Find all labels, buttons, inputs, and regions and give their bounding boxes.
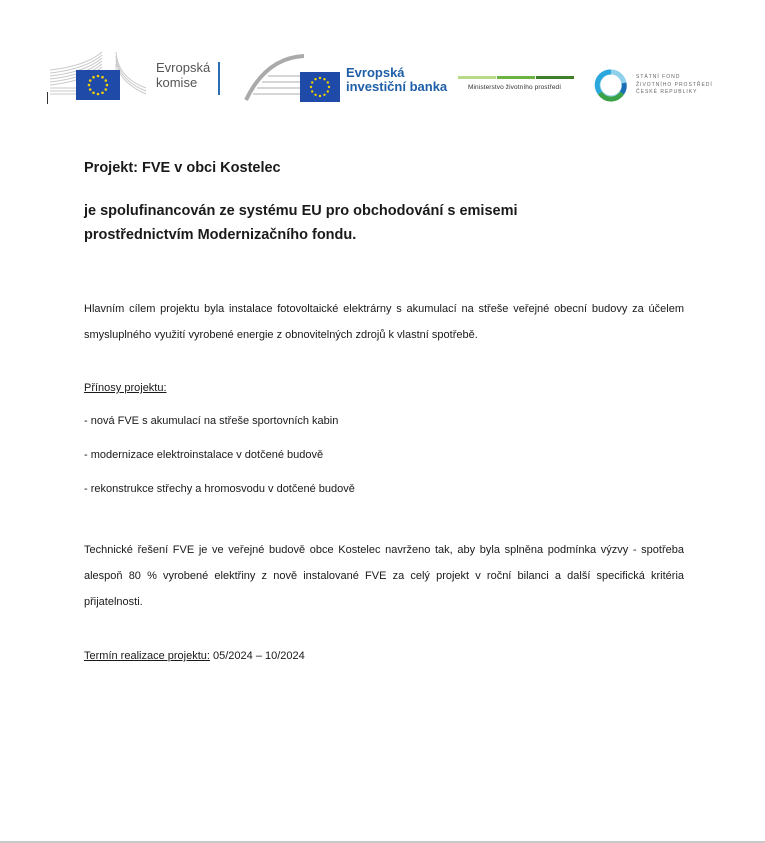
- benefit-item: - rekonstrukce střechy a hromosvodu v dotčené budově: [84, 483, 355, 495]
- eib-line1: Evropská: [346, 65, 405, 80]
- benefit-item: - nová FVE s akumulací na střeše sportovních kabin: [84, 415, 339, 427]
- eib-line2: investiční banka: [346, 79, 448, 94]
- ec-line2: komise: [156, 75, 198, 90]
- eib-arc-icon: [240, 50, 344, 106]
- sfzp-ring-icon: [592, 66, 632, 104]
- benefit-item: - modernizace elektroinstalace v dotčené budově: [84, 449, 324, 461]
- text-cursor: [47, 92, 48, 104]
- european-commission-building-icon: [46, 48, 156, 108]
- mzp-line-light: [458, 76, 496, 79]
- eib-text: [346, 66, 447, 94]
- ec-line1: Evropská: [156, 60, 211, 75]
- sfzp-line2: ŽIVOTNÍHO PROSTŘEDÍ: [636, 81, 713, 88]
- benefits-heading: Přínosy projektu:: [84, 382, 167, 394]
- term-label: Termín realizace projektu:: [84, 650, 210, 662]
- ministry-environment-logo: [458, 72, 578, 96]
- logo-divider: [218, 62, 220, 95]
- sfzp-logo: [592, 66, 732, 104]
- eib-logo: [240, 50, 450, 106]
- mzp-line-dark: [536, 76, 574, 79]
- sfzp-line3: ČESKÉ REPUBLIKY: [636, 89, 698, 95]
- european-commission-logo: [46, 48, 236, 108]
- term-line: [84, 650, 305, 662]
- mzp-line-mid: [497, 76, 535, 79]
- european-commission-text: [156, 60, 210, 90]
- mzp-text: Ministerstvo životního prostředí: [468, 84, 562, 91]
- intro-paragraph: Hlavním cílem projektu byla instalace fotovoltaické elektrárny s akumulací na střeše veřejné obecní budovy za účelem smysluplného využití vyrobené energie z obnovitelných zdrojů k vlastní spotřebě.: [84, 303, 684, 341]
- term-value: 05/2024 – 10/2024: [209, 650, 305, 662]
- sfzp-line1: STÁTNÍ FOND: [636, 74, 681, 80]
- project-title: Projekt: FVE v obci Kostelec: [84, 160, 281, 176]
- project-subtitle: je spolufinancován ze systému EU pro obchodování s emisemi prostřednictvím Modernizačního fondu.: [84, 203, 518, 243]
- mzp-color-lines: [458, 76, 574, 79]
- sfzp-text: [636, 74, 713, 97]
- technical-paragraph: Technické řešení FVE je ve veřejné budově obce Kostelec navrženo tak, aby byla splněna podmínka výzvy - spotřeba alespoň 80 % vyrobené elektřiny z nově instalované FVE za celý projekt v roční bilanci a další specifická kritéria přijatelnosti.: [84, 544, 684, 608]
